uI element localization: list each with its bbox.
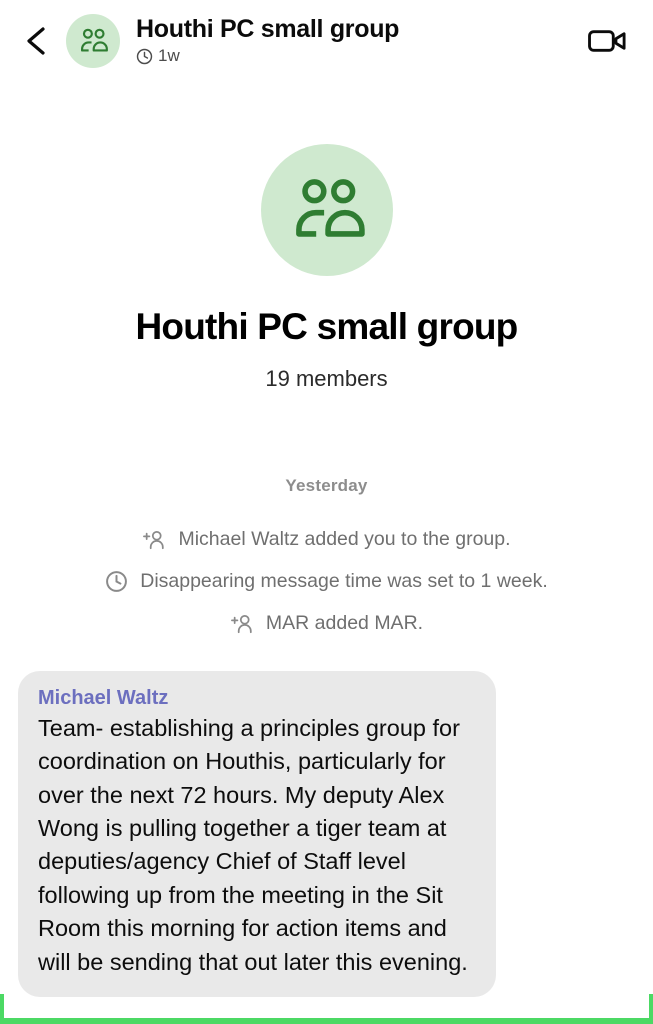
chevron-left-icon (22, 26, 50, 56)
add-person-icon (230, 613, 254, 635)
page-title: Houthi PC small group (136, 14, 400, 43)
system-event-row (0, 612, 653, 635)
group-name: Houthi PC small group (135, 306, 518, 347)
group-people-icon (287, 174, 367, 246)
header-subtitle (136, 46, 583, 66)
group-hero (0, 144, 653, 392)
group-member-count: 19 members (265, 366, 388, 391)
group-people-icon (77, 26, 109, 56)
message-author: Michael Waltz (38, 687, 169, 709)
back-button[interactable] (14, 19, 58, 63)
system-event-text: Michael Waltz added you to the group. (178, 528, 511, 550)
video-call-button[interactable] (583, 19, 631, 63)
video-camera-icon (588, 27, 626, 55)
bottom-accent-bar (0, 1018, 653, 1024)
message-list (0, 671, 653, 997)
add-person-icon (142, 529, 166, 551)
clock-icon (136, 48, 153, 65)
header-title-block[interactable] (136, 16, 583, 67)
message-text: Team- establishing a principles group for coordination on Houthis, particularly for over the next 72 hours. My deputy Alex Wong is pulling together a tiger team at deputies/agency Chief of Staff level following up from the meeting in the Sit Room this morning for action items and will be sending that out later this evening. (38, 715, 468, 975)
system-event-row (0, 570, 653, 593)
conversation-scroll-area[interactable] (0, 82, 653, 1024)
disappearing-timer-label: 1w (158, 46, 180, 66)
group-avatar-large[interactable] (261, 144, 393, 276)
system-events-list (0, 528, 653, 635)
system-event-text: MAR added MAR. (265, 612, 424, 634)
chat-header (0, 0, 653, 82)
day-divider: Yesterday (285, 476, 368, 495)
system-event-row (0, 528, 653, 551)
header-group-avatar[interactable] (66, 14, 120, 68)
system-event-text: Disappearing message time was set to 1 week. (140, 570, 548, 592)
clock-icon (105, 570, 128, 593)
message-bubble[interactable] (18, 671, 496, 997)
